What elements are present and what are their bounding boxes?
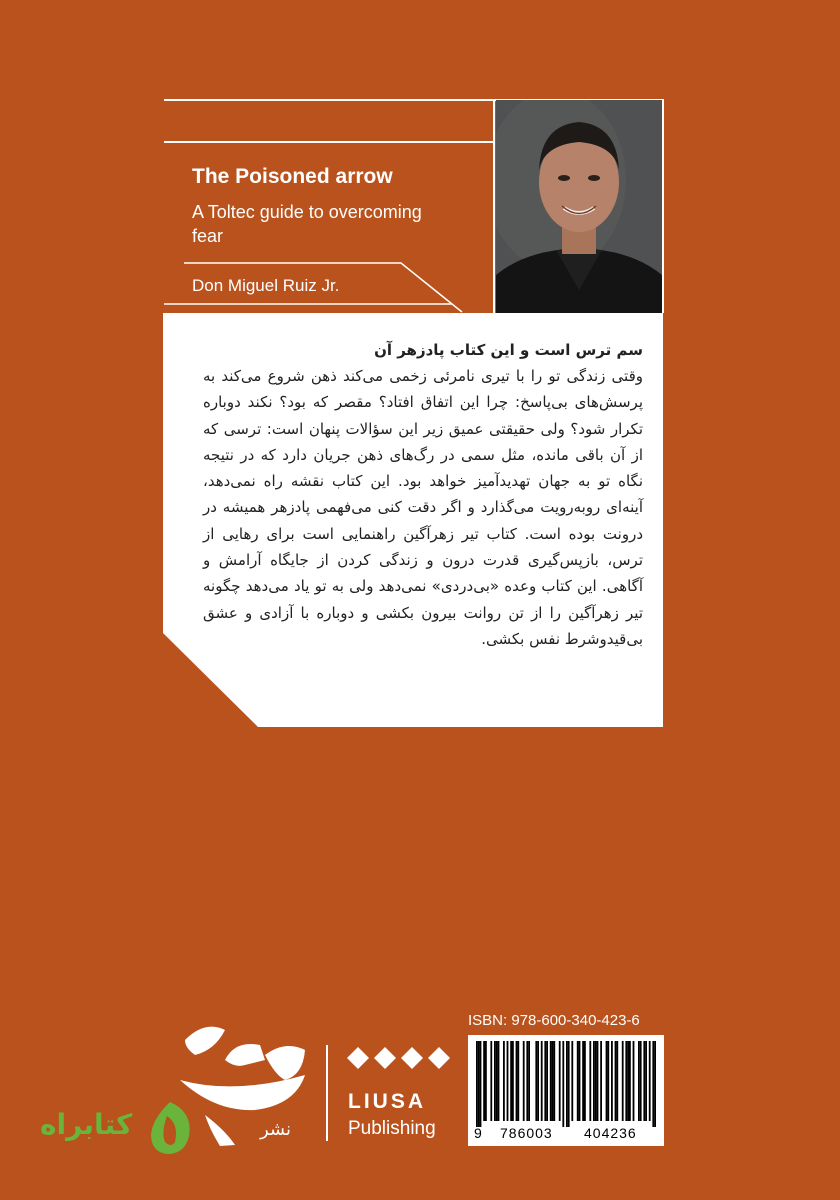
barcode-bar [550, 1041, 552, 1121]
barcode-bar [571, 1041, 573, 1121]
barcode-bar [600, 1041, 602, 1121]
barcode-bars [468, 1035, 664, 1127]
barcode-bar [633, 1041, 635, 1121]
photo-right-border [662, 99, 664, 313]
barcode-bar [483, 1041, 485, 1121]
barcode-bar [640, 1041, 642, 1121]
barcode-bar [568, 1041, 570, 1127]
barcode-bar [582, 1041, 584, 1121]
barcode-bar [627, 1041, 629, 1121]
barcode-bar [629, 1041, 631, 1121]
barcode-bar [478, 1041, 480, 1127]
barcode-bar [552, 1041, 554, 1121]
book-author: Don Miguel Ruiz Jr. [192, 276, 340, 295]
barcode-bar [606, 1041, 608, 1121]
barcode-bar [579, 1041, 581, 1121]
barcode-bar [503, 1041, 505, 1121]
barcode-bar [537, 1041, 539, 1121]
barcode-bar [615, 1041, 617, 1121]
barcode-bar [611, 1041, 613, 1121]
barcode-bar [476, 1041, 478, 1127]
logo-divider [326, 1045, 328, 1141]
barcode-left-digits: 786003 [500, 1125, 553, 1141]
barcode-bar [494, 1041, 496, 1121]
isbn-label: ISBN: 978-600-340-423-6 [468, 1012, 640, 1029]
barcode-bar [553, 1041, 555, 1121]
liusa-name: LIUSA [348, 1090, 426, 1113]
barcode-bar [645, 1041, 647, 1121]
book-title: The Poisoned arrow [192, 165, 393, 188]
barcode-bar [589, 1041, 591, 1121]
liusa-subtitle: Publishing [348, 1118, 436, 1139]
barcode-bar [541, 1041, 543, 1121]
barcode-bar [544, 1041, 546, 1121]
barcode-bar [490, 1041, 492, 1121]
barcode-digits [468, 1123, 664, 1143]
barcode-bar [559, 1041, 561, 1121]
barcode-bar [507, 1041, 509, 1121]
barcode-bar [595, 1041, 597, 1121]
barcode-bar [625, 1041, 627, 1121]
barcode-bar [649, 1041, 651, 1121]
author-photo [496, 100, 662, 313]
barcode-bar [496, 1041, 498, 1121]
barcode-bar [528, 1041, 530, 1121]
author-underline [164, 253, 494, 313]
barcode [468, 1035, 664, 1146]
blurb-heading: سم ترس است و این کتاب پادزهر آن [374, 341, 643, 359]
barcode-bar [597, 1041, 599, 1121]
barcode-bar [593, 1041, 595, 1121]
barcode-bar [584, 1041, 586, 1121]
barcode-bar [512, 1041, 514, 1121]
liusa-logo [345, 1045, 455, 1145]
blurb-panel [163, 313, 663, 727]
barcode-right-digits: 404236 [584, 1125, 637, 1141]
barcode-bar [498, 1041, 500, 1121]
barcode-bar [607, 1041, 609, 1121]
barcode-bar [654, 1041, 656, 1127]
barcode-bar [523, 1041, 525, 1121]
book-subtitle: A Toltec guide to overcoming fear [192, 202, 422, 246]
barcode-first-digit: 9 [474, 1125, 482, 1141]
barcode-bar [485, 1041, 487, 1121]
ketabrah-watermark: کتابراه [40, 1108, 133, 1141]
barcode-bar [562, 1041, 564, 1127]
barcode-bar [535, 1041, 537, 1121]
barcode-bar [652, 1041, 654, 1127]
barcode-bar [638, 1041, 640, 1121]
book-header [164, 143, 494, 313]
barcode-bar [566, 1041, 568, 1127]
barcode-bar [480, 1041, 482, 1127]
ketabrah-logo-icon [145, 1098, 195, 1158]
barcode-bar [622, 1041, 624, 1121]
barcode-bar [510, 1041, 512, 1121]
publisher-word: نشر [260, 1119, 291, 1140]
barcode-bar [643, 1041, 645, 1121]
barcode-bar [526, 1041, 528, 1121]
barcode-bar [616, 1041, 618, 1121]
barcode-bar [546, 1041, 548, 1121]
barcode-bar [517, 1041, 519, 1121]
diamonds-icon [345, 1045, 455, 1075]
barcode-bar [516, 1041, 518, 1121]
blurb-body: وقتی زندگی تو را با تیری نامرئی زخمی می‌کند ذهن شروع می‌کند به پرسش‌های بی‌پاسخ: چرا این اتفاق افتاد؟ مقصر که بود؟ نکند دوباره تکرار شود؟ ولی حقیقتی عمیق زیر این سؤالات پنهان است: ترسی که از آن باقی مانده، مثل سمی در رگ‌های ذهن جریان دارد که در نتیجه نگاه تو به جهان تهدیدآمیز خواهد بود. این کتاب نقشه راه نمی‌دهد، آینه‌ای روبه‌رویت می‌گذارد و اگر دقت کنی می‌فهمی پادزهر همیشه در درونت بوده است. کتاب تیر زهرآگین راهنمایی است برای رهایی از ترس، بازپس‌گیری قدرت درون و زندگی کردن از جایگاه آرامش و آگاهی. این کتاب وعده «بی‌دردی» نمی‌دهد ولی به تو یاد می‌دهد چگونه تیر زهرآگین را از تن روانت بیرون بکشی و دوباره با آزادی و عشق بی‌قیدوشرط نفس بکشی. [203, 367, 643, 648]
barcode-bar [577, 1041, 579, 1121]
